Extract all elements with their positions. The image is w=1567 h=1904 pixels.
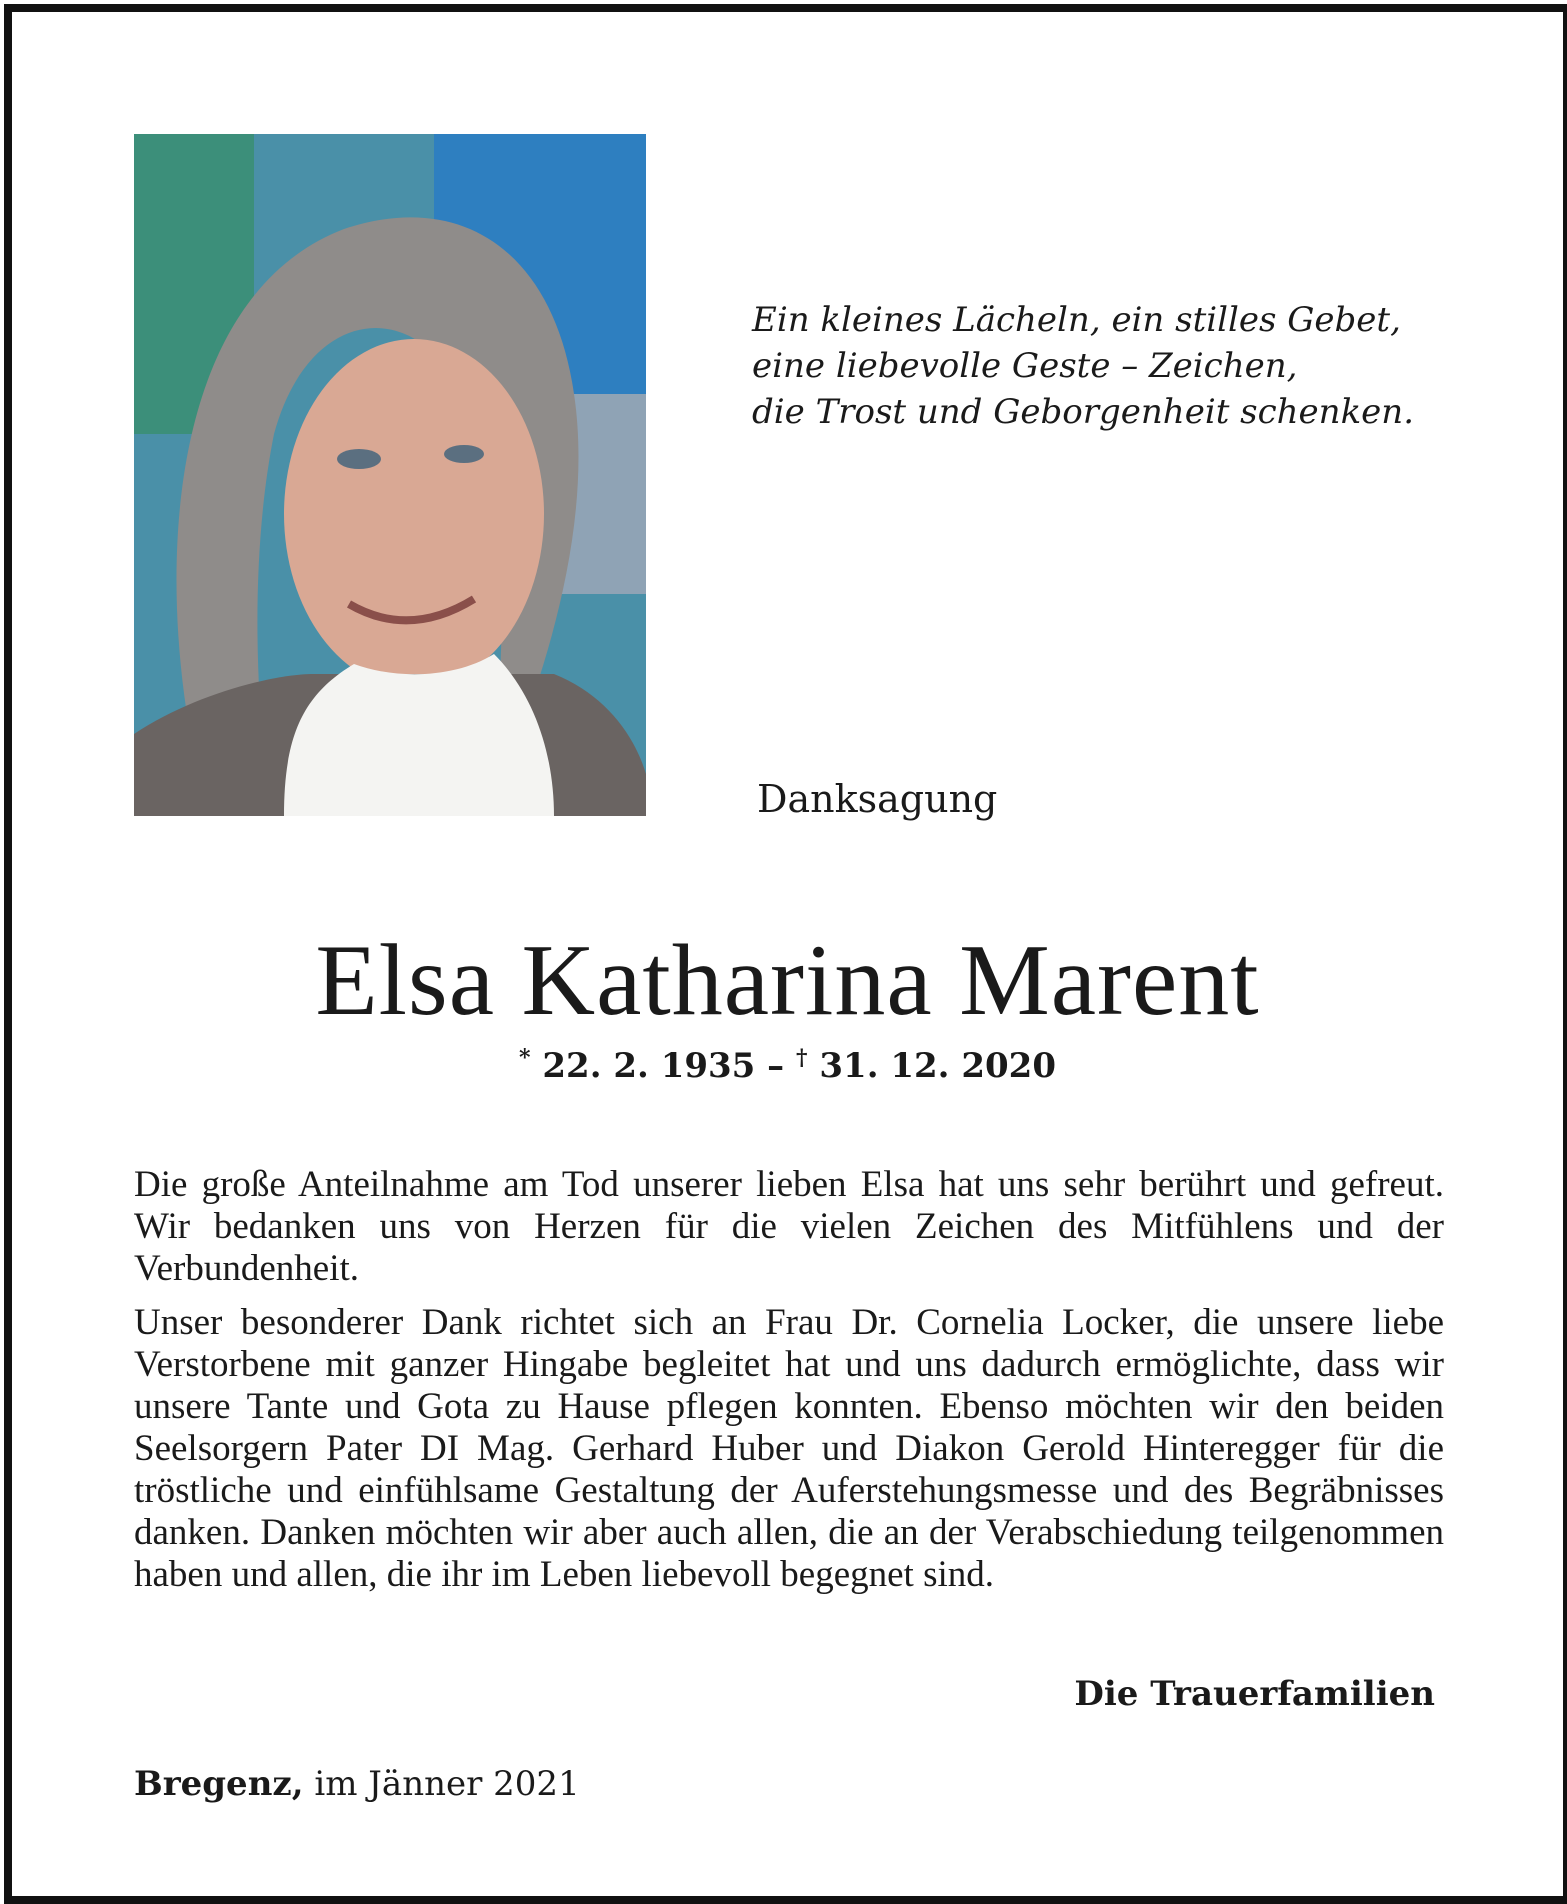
heading-danksagung: Danksagung xyxy=(757,777,998,821)
motto-line-2: eine liebevolle Geste – Zeichen, xyxy=(752,346,1298,386)
deceased-name: Elsa Katharina Marent xyxy=(315,924,1260,1037)
death-date: 31. 12. 2020 xyxy=(819,1046,1056,1086)
portrait-photo xyxy=(134,134,646,816)
signature: Die Trauerfamilien xyxy=(1074,1674,1435,1714)
place-city: Bregenz, xyxy=(134,1764,304,1804)
death-symbol: † xyxy=(796,1045,808,1071)
motto-line-1: Ein kleines Lächeln, ein stilles Gebet, xyxy=(752,300,1401,340)
date-separator: – xyxy=(755,1046,797,1086)
birth-date: 22. 2. 1935 xyxy=(542,1046,756,1086)
obituary-frame xyxy=(4,4,1567,1904)
paragraph-2: Unser besonderer Dank richtet sich an Frau Dr. Cornelia Locker, die unsere liebe Verstorbene mit ganzer Hingabe begleitet hat und uns dadurch ermöglichte, dass wir unsere Tante und Gota zu Hause pflegen konnten. Ebenso möchten wir den beiden Seelsorgern Pater DI Mag. Gerhard Huber und Diakon Gerold Hinteregger für die tröstliche und einfühlsame Gestaltung der Auferstehungsmesse und des Begräbnisses danken. Danken möchten wir aber auch allen, die an der Verabschiedung teilgenommen haben und allen, die ihr im Leben liebevoll begegnet sind. xyxy=(134,1302,1444,1595)
motto-line-3: die Trost und Geborgenheit schenken. xyxy=(752,392,1415,432)
life-dates xyxy=(12,1045,1563,1086)
birth-symbol: * xyxy=(519,1045,531,1071)
portrait-image xyxy=(134,134,646,816)
paragraph-1: Die große Anteilnahme am Tod unserer lieben Elsa hat uns sehr berührt und gefreut. Wir bedanken uns von Herzen für die vielen Zeichen des Mitfühlens und der Verbundenheit. xyxy=(134,1164,1444,1289)
motto-quote xyxy=(752,297,1414,435)
place-month: im Jänner 2021 xyxy=(303,1764,580,1804)
thanks-text xyxy=(134,1164,1444,1608)
place-date xyxy=(134,1764,580,1804)
